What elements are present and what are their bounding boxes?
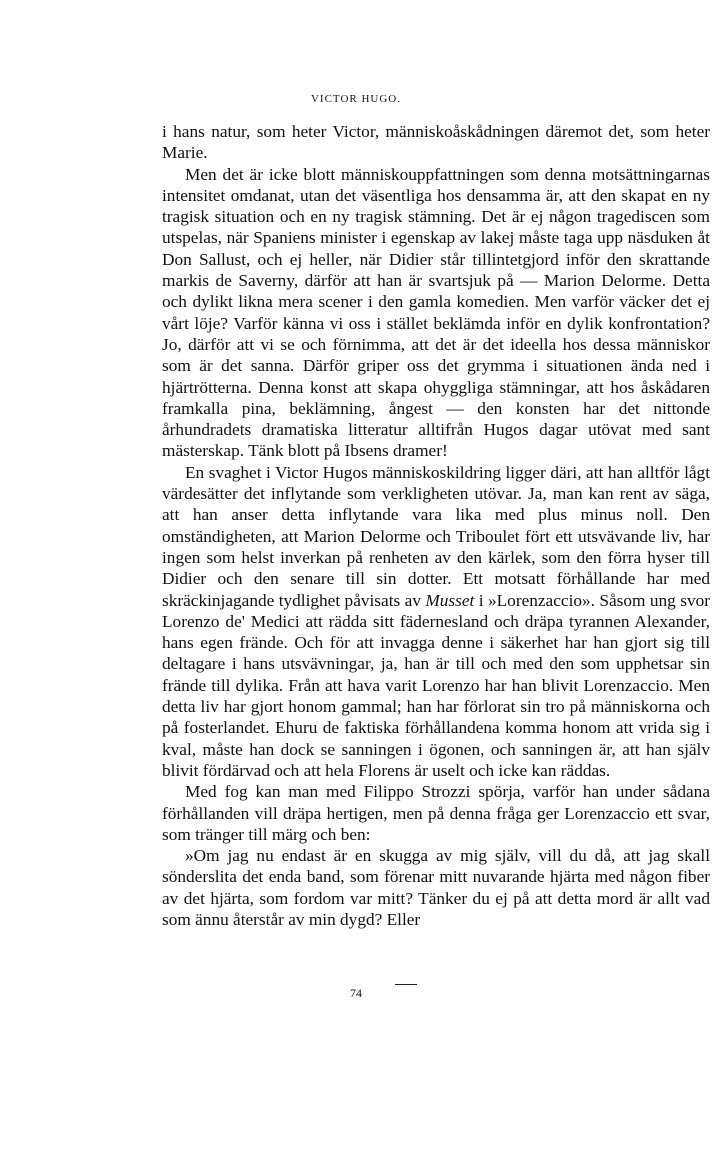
paragraph-2: Men det är icke blott människouppfattningen som denna motsättningarnas intensitet omdanat, utan det väsentliga hos densamma är, att den skapat en ny tragisk situation och en ny tragisk stämning. Det är ej någon tragediscen som utspelas, när Spaniens minister i egenskap av lakej måste taga upp näsduken åt Don Sallust, och ej heller, när Didier står tillintetgjord inför den skrattande markis de Saverny, därför att han är svartsjuk på — Marion Delorme. Detta och dylikt likna mera scener i den gamla komedien. Men varför väcker det ej vårt löje? Varför känna vi oss i stället beklämda inför en dylik konfrontation? Jo, därför att vi se och förnimma, att det är det ideella hos dessa människor som är det sanna. Därför griper oss det grymma i situationen ända ned i hjärtrötterna. Denna konst att skapa ohyggliga stämningar, att hos åskådaren framkalla pina, beklämning, ångest — den konsten har det nittonde århundradets dramatiska litteratur alltifrån Hugos dagar utövat med sant mästerskap. Tänk blott på Ibsens dramer! xyxy=(162,164,710,461)
paragraph-3-before: En svaghet i Victor Hugos människoskildring ligger däri, att han alltför lågt värdesätter det inflytande som verkligheten utövar. Ja, man kan rent av säga, att han anser detta inflytande vara lika med plus minus noll. Den omständigheten, att Marion Delorme och Triboulet fört ett utsvävande liv, har ingen som helst inverkan på renheten av den kärlek, som den förra hyser till Didier och den senare till sin dotter. Ett motsatt förhållande har med skräckinjagande tydlighet påvisats av xyxy=(162,462,710,610)
paragraph-4: Med fog kan man med Filippo Strozzi spörja, varför han under sådana förhållanden vill dräpa hertigen, men på denna fråga ger Lorenzaccio ett svar, som tränger till märg och ben: xyxy=(162,782,710,844)
author-name-italic: Musset xyxy=(425,590,475,610)
paragraph-3 xyxy=(162,462,710,781)
running-head: VICTOR HUGO. xyxy=(310,93,402,105)
body-text xyxy=(162,121,710,930)
paragraph-3-after: i »Lorenzaccio». Såsom ung svor Lorenzo de' Medici att rädda sitt fädernesland och dräpa tyrannen Alexander, hans egen frände. Och för att invagga denne i säkerhet har han gjort sig till deltagare i hans utsvävningar, ja, han är till och med den som upphetsar sin frände till dylika. Från att hava varit Lorenzo har han blivit Lorenzaccio. Men detta liv har gjort honom gammal; han har förlorat sin tro på människorna och på fosterlandet. Ehuru de faktiska förhållandena komma honom att vrida sig i kval, måste han dock se sanningen i ögonen, och sanningen är, att han själv blivit fördärvad och att hela Florens är uselt och icke kan räddas. xyxy=(162,590,710,780)
paragraph-1: i hans natur, som heter Victor, människoåskådningen däremot det, som heter Marie. xyxy=(162,122,710,163)
paragraph-5: »Om jag nu endast är en skugga av mig själv, vill du då, att jag skall sönderslita det enda band, som förenar mitt nuvarande hjärta med någon fiber av det hjärta, som fordom var mitt? Tänker du ej på att detta mord är allt vad som ännu återstår av min dygd? Eller xyxy=(162,846,710,929)
page-number-rule xyxy=(395,984,417,985)
page-number: 74 xyxy=(350,986,362,1000)
